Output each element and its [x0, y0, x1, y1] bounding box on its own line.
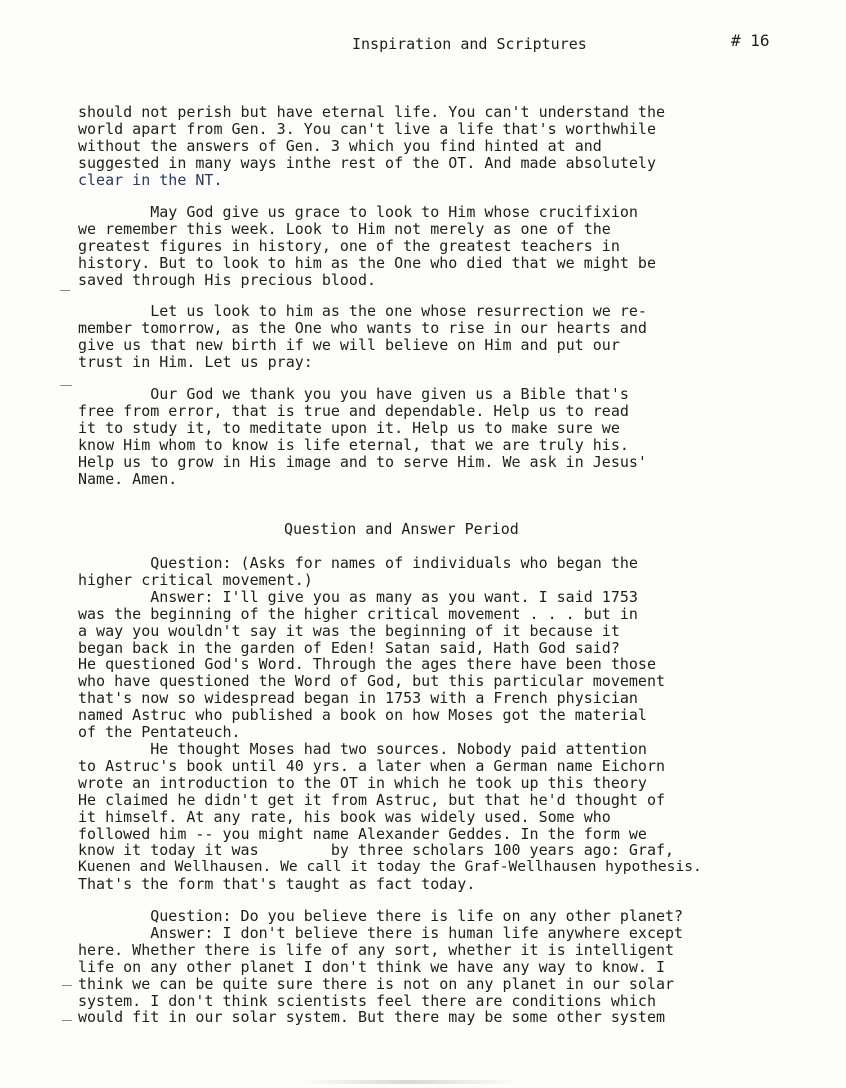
- text-line: greatest figures in history, one of the greatest teachers in: [78, 236, 620, 255]
- text-line: Help us to grow in His image and to serve Him. We ask in Jesus': [78, 452, 647, 471]
- text-line: He claimed he didn't get it from Astruc, but that he'd thought of: [78, 790, 665, 809]
- text-line: history. But to look to him as the One who died that we might be: [78, 253, 656, 272]
- text-line: Answer: I don't believe there is human life anywhere except: [78, 923, 684, 942]
- paragraph-resurrection: [78, 303, 818, 371]
- text-line: give us that new birth if we will believe on Him and put our: [78, 335, 620, 354]
- text-line: know it today it was by three scholars 100 years ago: Graf,: [78, 841, 675, 860]
- text-line: would fit in our solar system. But there may be some other system: [78, 1008, 665, 1027]
- text-line: of the Pentateuch.: [78, 723, 241, 742]
- text-line: life on any other planet I don't think we have any way to know. I: [78, 957, 665, 976]
- text-line: system. I don't think scientists feel there are conditions which: [78, 991, 656, 1010]
- text-line: think we can be quite sure there is not on any planet in our solar: [78, 974, 675, 993]
- text-line: was the beginning of the higher critical movement . . . but in: [78, 604, 638, 623]
- text-line: higher critical movement.): [78, 570, 313, 589]
- text-line: without the answers of Gen. 3 which you find hinted at and: [78, 136, 602, 155]
- text-line: wrote an introduction to the OT in which he took up this theory: [78, 773, 647, 792]
- text-line: He questioned God's Word. Through the ages there have been those: [78, 655, 656, 674]
- text-line: know Him whom to know is life eternal, that we are truly his.: [78, 435, 629, 454]
- text-line: it to study it, to meditate upon it. Help us to make sure we: [78, 418, 620, 437]
- text-line: began back in the garden of Eden! Satan said, Hath God said?: [78, 638, 620, 657]
- text-line: a way you wouldn't say it was the beginning of it because it: [78, 621, 620, 640]
- section-heading: Question and Answer Period: [284, 520, 519, 538]
- text-line: Question: Do you believe there is life on any other planet?: [78, 907, 684, 925]
- text-line: suggested in many ways inthe rest of the OT. And made absolutely: [78, 153, 656, 172]
- margin-mark: [60, 290, 70, 291]
- text-line: That's the form that's taught as fact today.: [78, 875, 476, 894]
- text-line: it himself. At any rate, his book was widely used. Some who: [78, 807, 611, 826]
- text-line: member tomorrow, as the One who wants to rise in our hearts and: [78, 318, 647, 337]
- text-line: saved through His precious blood.: [78, 270, 377, 289]
- text-line: who have questioned the Word of God, but this particular movement: [78, 672, 665, 691]
- text-line: that's now so widespread began in 1753 with a French physician: [78, 689, 638, 708]
- text-line: May God give us grace to look to Him whose crucifixion: [78, 203, 638, 221]
- paragraph-crucifixion: [78, 204, 818, 289]
- scan-smudge: [300, 1080, 520, 1084]
- text-line: He thought Moses had two sources. Nobody paid attention: [78, 739, 647, 758]
- text-line: we remember this week. Look to Him not merely as one of the: [78, 219, 611, 238]
- paragraph-prayer: [78, 386, 818, 487]
- text-line: Answer: I'll give you as many as you want. I said 1753: [78, 587, 638, 606]
- text-line: Our God we thank you you have given us a Bible that's: [78, 385, 629, 403]
- text-line: here. Whether there is life of any sort, whether it is intelligent: [78, 940, 675, 959]
- header-title: Inspiration and Scriptures: [352, 35, 587, 53]
- text-line: Name. Amen.: [78, 469, 178, 488]
- text-line: followed him -- you might name Alexander Geddes. In the form we: [78, 824, 647, 843]
- text-line: clear in the NT.: [78, 170, 223, 189]
- page-number: # 16: [731, 31, 770, 50]
- margin-mark: [60, 385, 72, 386]
- margin-mark: [62, 1020, 72, 1021]
- paragraph-intro: [78, 104, 818, 189]
- qa-life-other-planet: [78, 908, 818, 1026]
- margin-mark: [62, 985, 72, 986]
- text-line: Let us look to him as the one whose resurrection we re-: [78, 302, 647, 320]
- text-line: to Astruc's book until 40 yrs. a later when a German name Eichorn: [78, 756, 665, 775]
- text-line: world apart from Gen. 3. You can't live a life that's worthwhile: [78, 119, 656, 138]
- text-line: Kuenen and Wellhausen. We call it today the Graf-Wellhausen hypothesis.: [78, 858, 702, 876]
- text-line: should not perish but have eternal life. You can't understand the: [78, 103, 665, 121]
- qa-higher-criticism: [78, 555, 818, 893]
- text-line: trust in Him. Let us pray:: [78, 352, 313, 371]
- text-line: named Astruc who published a book on how Moses got the material: [78, 706, 647, 725]
- text-line: free from error, that is true and dependable. Help us to read: [78, 401, 629, 420]
- text-line: Question: (Asks for names of individuals who began the: [78, 554, 638, 572]
